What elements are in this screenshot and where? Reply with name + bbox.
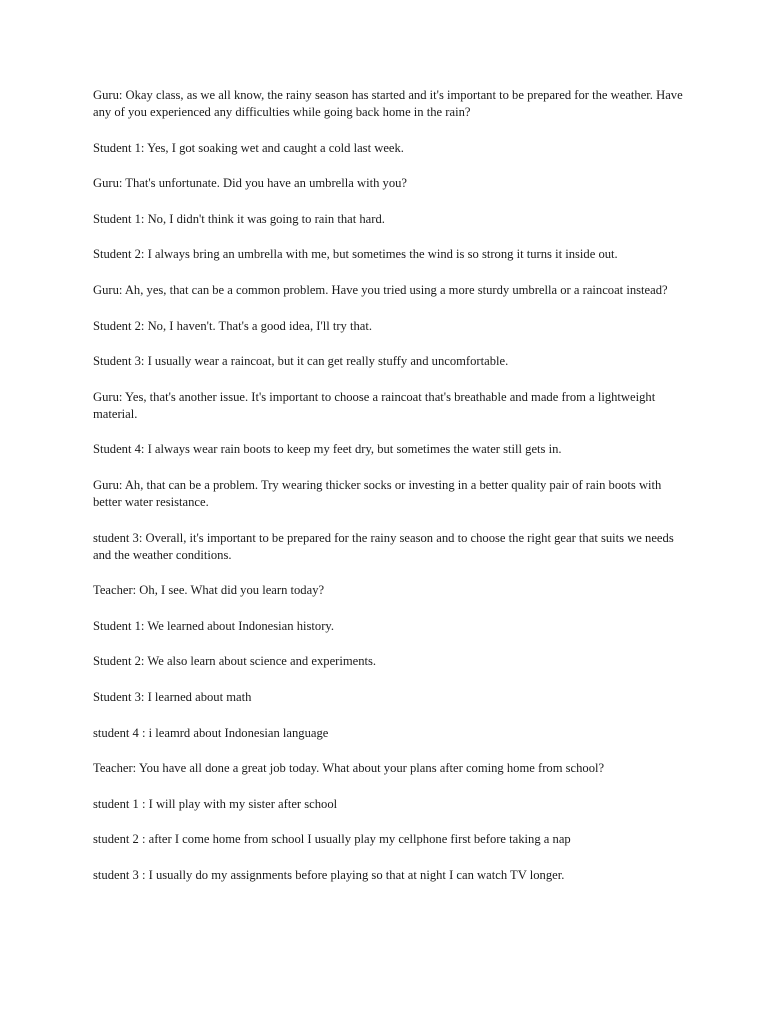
- paragraph-guru-breathable: Guru: Yes, that's another issue. It's important to choose a raincoat that's breathable and made from a lightweight material.: [93, 389, 656, 421]
- paragraph-student2-wind: Student 2: I always bring an umbrella with me, but sometimes the wind is so strong it turns it inside out.: [93, 247, 618, 262]
- paragraph-guru-intro: Guru: Okay class, as we all know, the rainy season has started and it's important to be prepared for the weather. Have any of you experienced any difficulties while going back home in the rain?: [93, 88, 683, 119]
- paragraph-student2-cellphone: student 2 : after I come home from school I usually play my cellphone first before taking a nap: [93, 832, 571, 847]
- paragraph-student1-no-umbrella: Student 1: No, I didn't think it was going to rain that hard.: [93, 211, 385, 226]
- paragraph-teacher-learn-question: Teacher: Oh, I see. What did you learn today?: [93, 583, 325, 598]
- dialogue-text: [93, 87, 683, 902]
- paragraph-student3-math: Student 3: I learned about math: [93, 689, 252, 704]
- paragraph-student4-boots: Student 4: I always wear rain boots to keep my feet dry, but sometimes the water still gets in.: [93, 442, 562, 457]
- paragraph-teacher-plans-question: Teacher: You have all done a great job today. What about your plans after coming home from school?: [93, 761, 605, 776]
- paragraph-student3-overall: student 3: Overall, it's important to be prepared for the rainy season and to choose the right gear that suits we needs and the weather conditions.: [93, 530, 674, 562]
- paragraph-student1-sister: student 1 : I will play with my sister after school: [93, 796, 338, 811]
- paragraph-guru-thicker-socks: Guru: Ah, that can be a problem. Try wearing thicker socks or investing in a better quality pair of rain boots with better water resistance.: [93, 477, 662, 509]
- paragraph-guru-sturdy-umbrella: Guru: Ah, yes, that can be a common problem. Have you tried using a more sturdy umbrella or a raincoat instead?: [93, 282, 668, 297]
- paragraph-student3-assignments: student 3 : I usually do my assignments before playing so that at night I can watch TV longer.: [93, 867, 565, 882]
- paragraph-student4-language: student 4 : i leamrd about Indonesian language: [93, 725, 329, 740]
- paragraph-student2-good-idea: Student 2: No, I haven't. That's a good idea, I'll try that.: [93, 318, 373, 333]
- paragraph-student3-raincoat: Student 3: I usually wear a raincoat, but it can get really stuffy and uncomfortable.: [93, 354, 509, 369]
- paragraph-student1-wet: Student 1: Yes, I got soaking wet and caught a cold last week.: [93, 140, 404, 155]
- paragraph-student1-history: Student 1: We learned about Indonesian history.: [93, 618, 335, 633]
- paragraph-guru-umbrella-question: Guru: That's unfortunate. Did you have an umbrella with you?: [93, 176, 408, 191]
- paragraph-student2-science: Student 2: We also learn about science and experiments.: [93, 654, 377, 669]
